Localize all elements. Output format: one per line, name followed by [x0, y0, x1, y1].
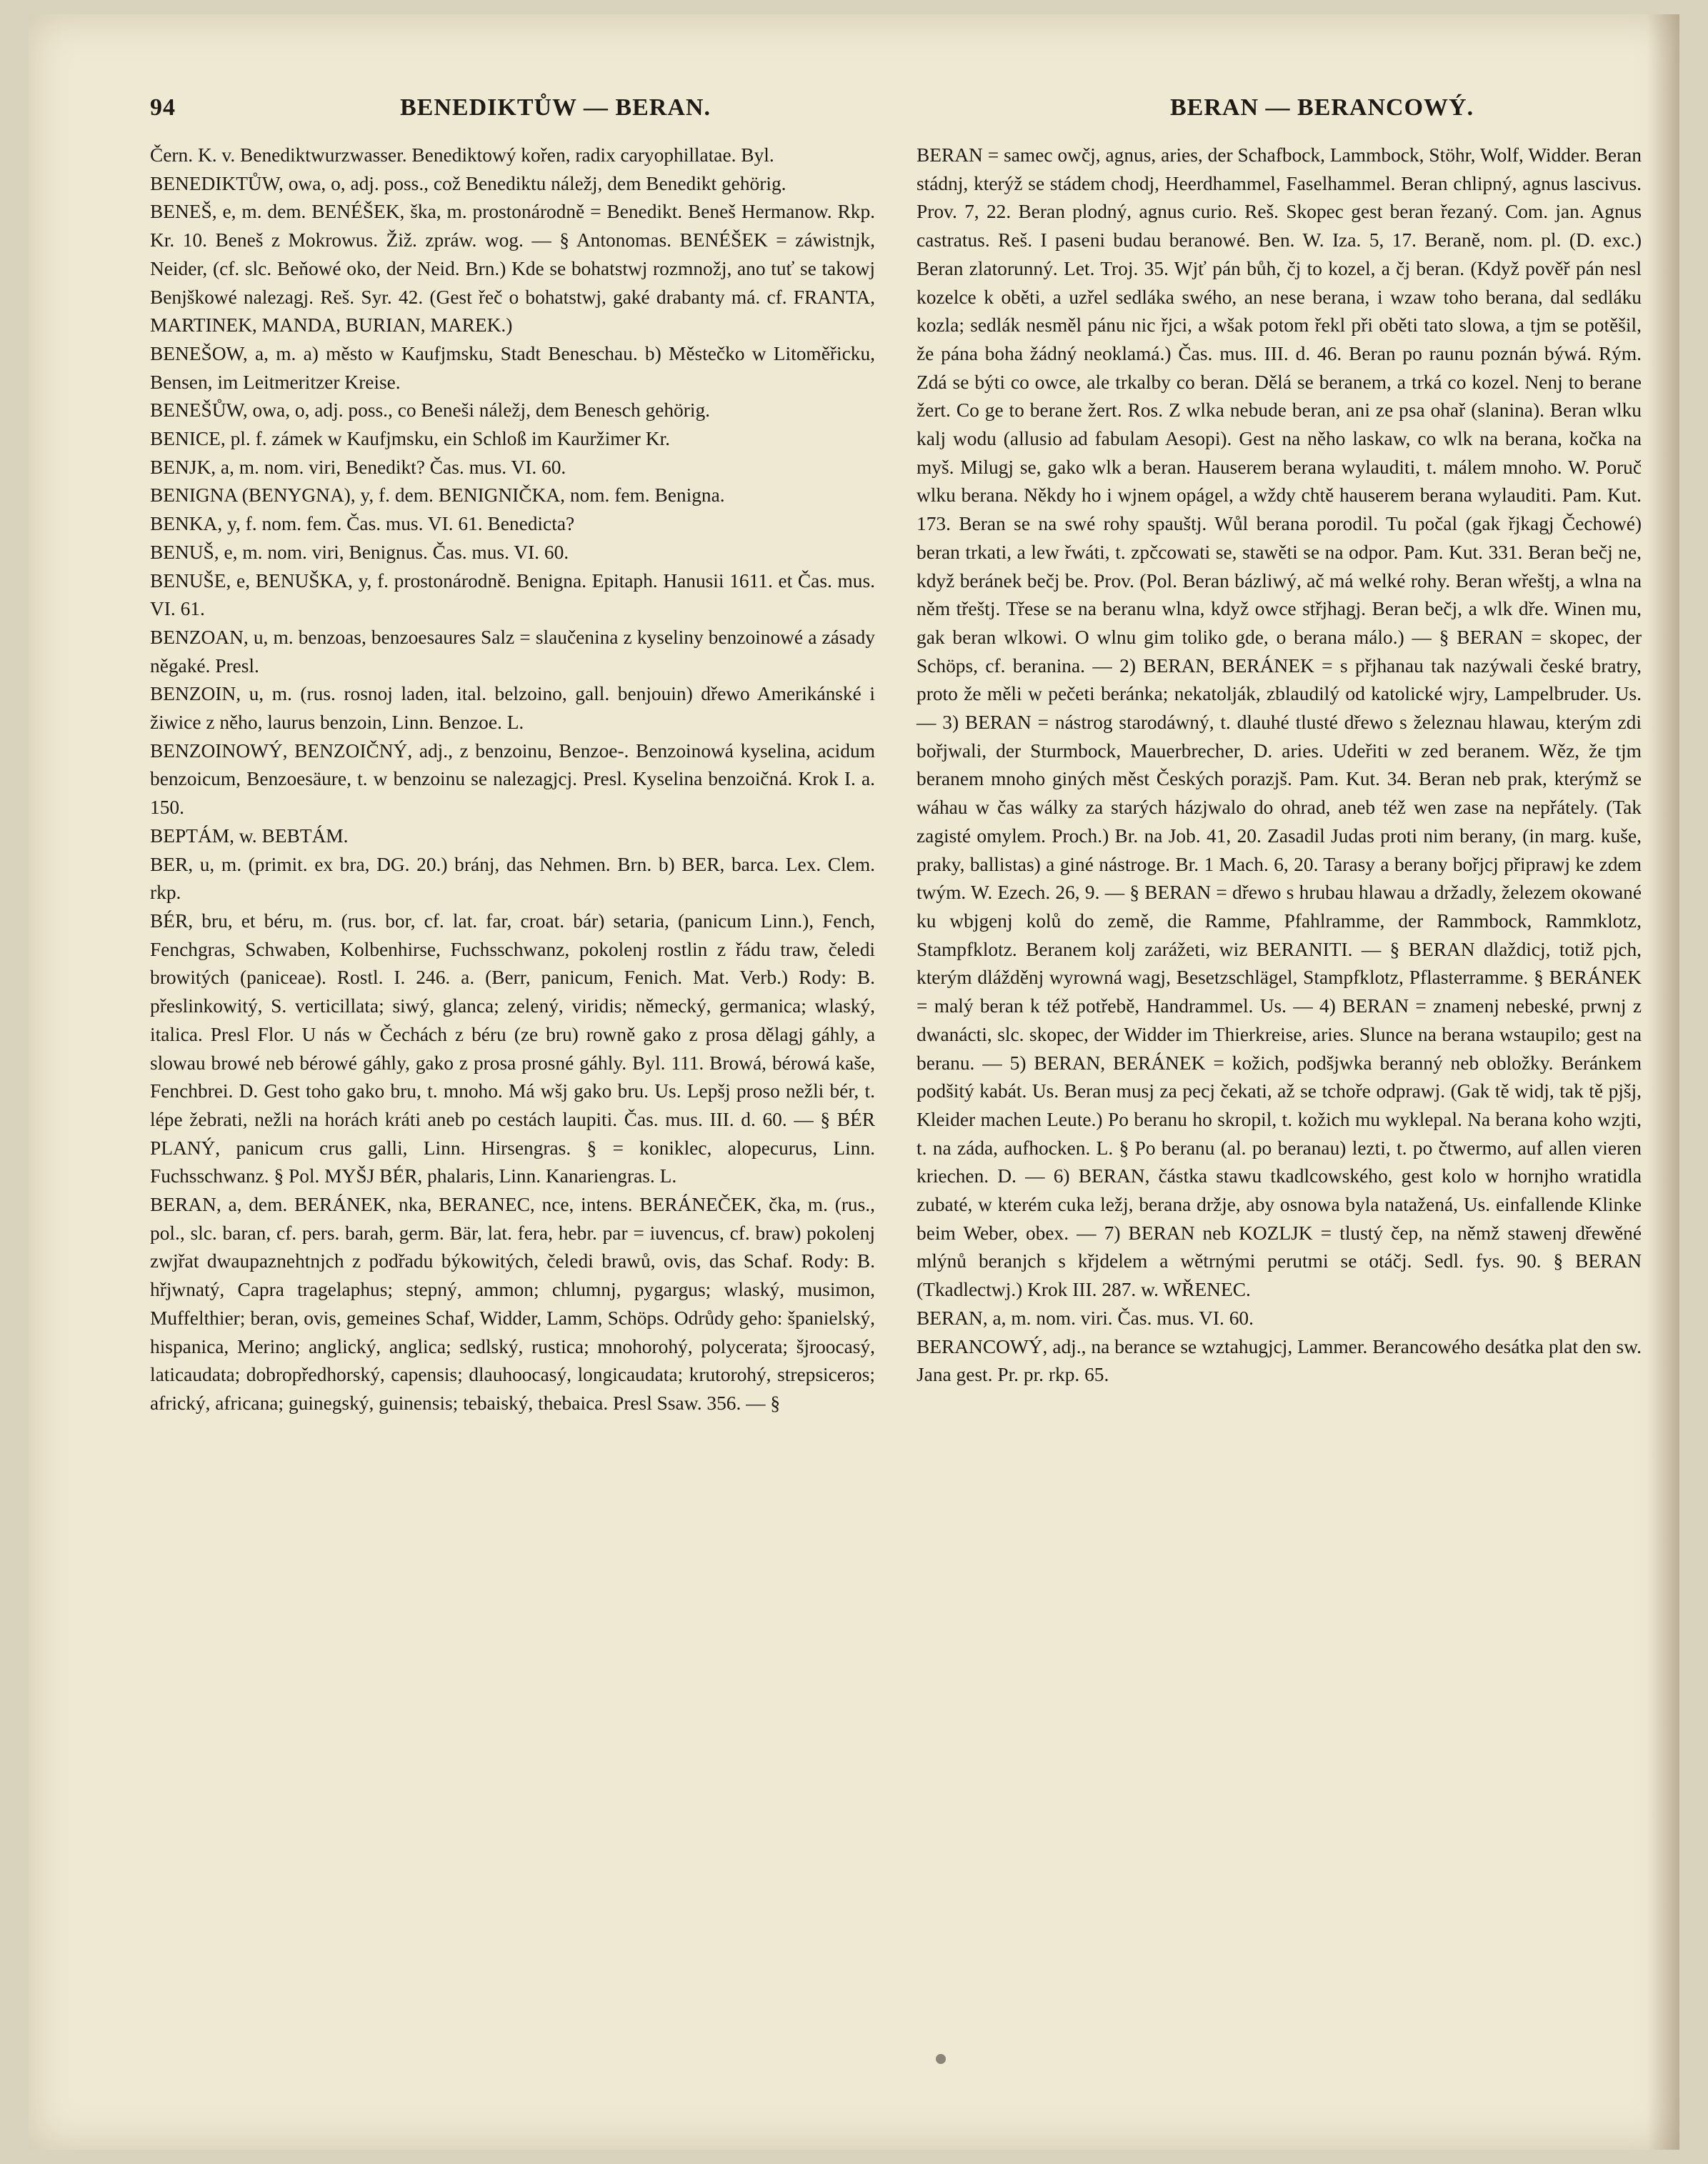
- entry-benediktuw: BENEDIKTŮW, owa, o, adj. poss., což Benediktu náležj, dem Benedikt gehörig.: [150, 172, 786, 194]
- entry-beran: BERAN, a, dem. BERÁNEK, nka, BERANEC, nce, intens. BERÁNEČEK, čka, m. (rus., pol., slc. baran, cf. pers. barah, germ. Bär, lat. fera, hebr. par = iuvencus, cf. braw) pokolenj zwjřat dwaupaznehtnjch z podřadu býkowitých, čeledi brawů, ovis, das Schaf. Rody: B. hřjwnatý, Capra tragelaphus; stepný, ammon; chlumnj, pygargus; wlaský, musimon, Muffelthier; beran, ovis, gemeines Schaf, Widder, Lamm, Schöps. Odrůdy geho: španielský, hispanica, Merino; anglický, anglica; sedlský, rustica; mnohorohý, polycerata; šjroocasý, laticaudata; dobropředhorský, capensis; dlauhoocasý, longicaudata; krutorohý, strepsiceros; africký, africana; guinegský, guinensis; tebaiský, thebaica. Presl Ssaw. 356. — §: [150, 1194, 875, 1414]
- entry-benesow: BENEŠOW, a, m. a) město w Kaufjmsku, Stadt Beneschau. b) Městečko w Litoměřicku, Bensen, im Leitmeritzer Kreise.: [150, 342, 875, 393]
- entry-beptam: BEPTÁM, w. BEBTÁM.: [150, 824, 349, 847]
- page-edge-shadow: [1647, 14, 1679, 2150]
- entry-benice: BENICE, pl. f. zámek w Kaufjmsku, ein Schloß im Kauržimer Kr.: [150, 428, 670, 450]
- page-spot: [936, 2054, 946, 2064]
- entry-benzoan: BENZOAN, u, m. benzoas, benzoesaures Salz = slaučenina z kyseliny benzoinowé a zásady něgaké. Presl.: [150, 626, 875, 677]
- entry-benzoin: BENZOIN, u, m. (rus. rosnoj laden, ital. belzoino, gall. benjouin) dřewo Amerikánské i žiwice z něho, laurus benzoin, Linn. Benzoe. L.: [150, 683, 875, 734]
- right-column: [917, 141, 1642, 1390]
- entry-benigna: BENIGNA (BENYGNA), y, f. dem. BENIGNIČKA, nom. fem. Benigna.: [150, 484, 725, 507]
- right-running-head: BERAN — BERANCOWÝ.: [1170, 94, 1474, 121]
- entry-benjk: BENJK, a, m. nom. viri, Benedikt? Čas. mus. VI. 60.: [150, 456, 566, 478]
- page-number: 94: [150, 94, 176, 121]
- entry-benka: BENKA, y, f. nom. fem. Čas. mus. VI. 61. Benedicta?: [150, 513, 575, 535]
- entry-beran-name: BERAN, a, m. nom. viri. Čas. mus. VI. 60.: [917, 1307, 1254, 1329]
- entry-beran-continued: BERAN = samec owčj, agnus, aries, der Schafbock, Lammbock, Stöhr, Wolf, Widder. Beran stádnj, kterýž se stádem chodj, Heerdhammel, Faselhammel. Beran chlipný, agnus lascivus. Prov. 7, 22. Beran plodný, agnus curio. Reš. Skopec gest beran řezaný. Com. jan. Agnus castratus. Reš. I paseni budau beranowé. Ben. W. Iza. 5, 17. Beraně, nom. pl. (D. exc.) Beran zlatorunný. Let. Troj. 35. Wjť pán bůh, čj to kozel, a čj beran. (Když pověř pán nesl kozelce k oběti, a uzřel sedláka swého, an nese berana, i wzaw toho berana, dal sedláku kozla; sedlák nesměl pánu nic řjci, a wšak potom řekl při oběti tato slowa, a tjm se potěšil, že pána boha žádný neoklamá.) Čas. mus. III. d. 46. Beran po raunu poznán býwá. Rým. Zdá se býti co owce, ale trkalby co beran. Dělá se beranem, a trká co kozel. Nenj to berane žert. Co ge to berane žert. Ros. Z wlka nebude beran, ani ze psa ohař (slanina). Beran wlku kalj wodu (allusio ad fabulam Aesopi). Gest na něho laskaw, co wlk na berana, kočka na myš. Milugj se, gako wlk a beran. Hauserem berana wylauditi, t. málem mnoho. W. Poruč wlku berana. Někdy ho i wjnem opágel, a wždy chtě hauserem berana wylauditi. Pam. Kut. 173. Beran se na swé rohy spauštj. Wůl berana porodil. Tu počal (gak řjkagj Čechowé) beran trkati, a lew řwáti, t. zpčcowati se, stawěti se na odpor. Pam. Kut. 331. Beran bečj ne, když beránek bečj be. Prov. (Pol. Beran bázliwý, ač má welké rohy. Beran wřeštj, a wlna na něm třeštj. Třese se na beranu wlna, když owce střjhagj. Beran bečj, a wlk dře. Winen mu, gak beran wlkowi. O wlnu gim toliko gde, o berana málo.) — § BERAN = skopec, der Schöps, cf. beranina. — 2) BERAN, BERÁNEK = s přjhanau tak nazýwali české bratry, proto že měli w pečeti beránka; nekatolják, zblaudilý od katolické wjry, Lampelbruder. Us. — 3) BERAN = nástrog starodáwný, t. dlauhé tlusté dřewo s železnau hlawau, kterým zdi bořjwali, der Sturmbock, Mauerbrecher, D. aries. Udeřiti w zed beranem. Wěz, že tjm beranem mnoho giných měst Českých porazjš. Pam. Kut. 34. Beran neb prak, kterýmž se wáhau w čas wálky za starých házjwalo do ohrad, aneb též wen zase na nepřátely. (Tak zagisté omylem. Proch.) Br. na Job. 41, 20. Zasadil Judas proti nim berany, (in marg. kuše, praky, ballistas) a giné nástroge. Br. 1 Mach. 6, 20. Tarasy a berany bořjcj připrawj ke zdem twým. W. Ezech. 26, 9. — § BERAN = dřewo s hrubau hlawau a držadly, železem okowané ku wbjgenj kolů do země, die Ramme, Pfahlramme, der Rammbock, Rammklotz, Stampfklotz. Beranem kolj zarážeti, wiz BERANITI. — § BERAN dlaždicj, totiž pjch, kterým dlážděnj wyrowná wagj, Besetzschlägel, Stampfklotz, Pflasterramme. § BERÁNEK = malý beran k též potřebě, Handrammel. Us. — 4) BERAN = znamenj nebeské, prwnj z dwanácti, slc. skopec, der Widder im Thierkreise, aries. Slunce na berana wstaupilo; gest na beranu. — 5) BERAN, BERÁNEK = kožich, podšjwka beranný neb obložky. Beránkem podšitý kabát. Us. Beran musj za pecj čekati, až se tchoře odprawj. (Gak tě widj, tak tě pjšj, Kleider machen Leute.) Po beranu ho skropil, t. kožich mu wyklepal. Na berana koho wzjti, t. na záda, aufhocken. L. § Po beranu (al. po beranau) lezti, t. po čtwermo, auf allen vieren kriechen. D. — 6) BERAN, částka stawu tkadlcowského, gest kolo w hornjho wratidla zubaté, w kterém cuka ležj, berana držje, aby osnowa byla natažená, Us. einfallende Klinke beim Weber, obex. — 7) BERAN neb KOZLJK = tlustý čep, na němž stawenj dřewěné mlýnů beranjch s křjdelem a wětrnými perutmi se otáčj. Sedl. fys. 90. § BERAN (Tkadlectwj.) Krok III. 287. w. WŘENEC.: [917, 144, 1642, 1301]
- dictionary-page: [29, 14, 1679, 2150]
- entry-berancowy: BERANCOWÝ, adj., na berance se wztahugjcj, Lammer. Berancowého desátka plat den sw. Jana gest. Pr. pr. rkp. 65.: [917, 1335, 1642, 1386]
- entry-benus: BENUŠ, e, m. nom. viri, Benignus. Čas. mus. VI. 60.: [150, 541, 569, 563]
- entry-benuse: BENUŠE, e, BENUŠKA, y, f. prostonárodně. Benigna. Epitaph. Hanusii 1611. et Čas. mus. VI. 61.: [150, 569, 875, 620]
- entry-benes: BENEŠ, e, m. dem. BENÉŠEK, ška, m. prostonárodně = Benedikt. Beneš Hermanow. Rkp. Kr. 10. Beneš z Mokrowus. Žiž. zpráw. wog. — § Antonomas. BENÉŠEK = záwistnjk, Neider, (cf. slc. Beňowé oko, der Neid. Brn.) Kde se bohatstwj rozmnožj, ano tuť se takowj Benjškowé nalezagj. Reš. Syr. 42. (Gest řeč o bohatstwj, gaké drabanty má. cf. FRANTA, MARTINEK, MANDA, BURIAN, MAREK.): [150, 201, 875, 336]
- left-column: [150, 141, 875, 1418]
- entry-ber-setaria: BÉR, bru, et béru, m. (rus. bor, cf. lat. far, croat. bár) setaria, (panicum Linn.), Fench, Fenchgras, Schwaben, Kolbenhirse, Fuchsschwanz, pokolenj rostlin z řádu traw, čeledi browitých (paniceae). Rostl. I. 246. a. (Berr, panicum, Fenich. Mat. Verb.) Rody: B. přeslinkowitý, S. verticillata; siwý, glanca; zelený, viridis; německý, germanica; wlaský, italica. Presl Flor. U nás w Čechách z béru (ze bru) rowně gako z prosa dělagj gáhly, a slowau browé neb bérowé gáhly, gako z prosa prosné gáhly. Byl. 111. Browá, bérowá kaše, Fenchbrei. D. Gest toho gako bru, t. mnoho. Má wšj gako bru. Us. Lepšj proso nežli bér, t. lépe žebrati, nežli na horách kráti aneb po cestách laupiti. Čas. mus. III. d. 60. — § BÉR PLANÝ, panicum crus galli, Linn. Hirsengras. § = koniklec, alopecurus, Linn. Fuchsschwanz. § Pol. MYŠJ BÉR, phalaris, Linn. Kanariengras. L.: [150, 909, 875, 1187]
- entry-benesuw: BENEŠŮW, owa, o, adj. poss., co Beneši náležj, dem Benesch gehörig.: [150, 399, 711, 422]
- entry-benzoinowy: BENZOINOWÝ, BENZOIČNÝ, adj., z benzoinu, Benzoe-. Benzoinowá kyselina, acidum benzoicum, Benzoesäure, t. w benzoinu se nalezagjcj. Presl. Kyselina benzoičná. Krok I. a. 150.: [150, 739, 875, 819]
- entry-benediktwurzwasser: Čern. K. v. Benediktwurzwasser. Benediktowý kořen, radix caryophillatae. Byl.: [150, 144, 774, 166]
- left-running-head: BENEDIKTŮW — BERAN.: [400, 94, 711, 121]
- entry-ber: BER, u, m. (primit. ex bra, DG. 20.) bránj, das Nehmen. Brn. b) BER, barca. Lex. Clem. rkp.: [150, 853, 875, 904]
